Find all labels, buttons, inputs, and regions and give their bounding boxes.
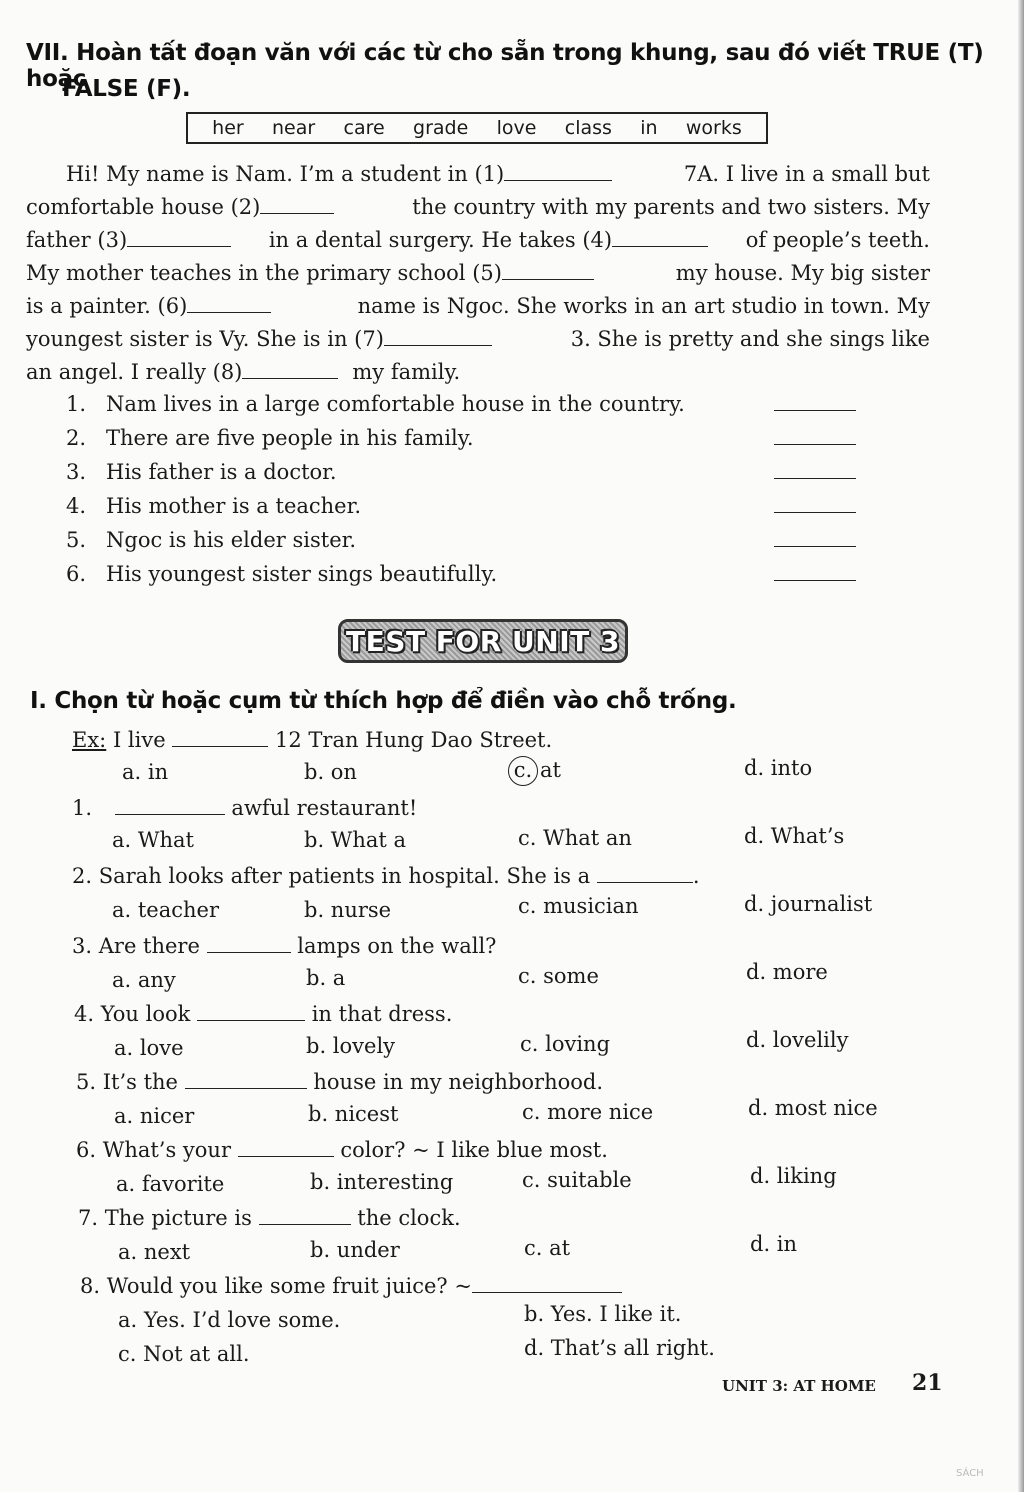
- question-6: 6. What’s your color? ~ I like blue most.: [76, 1138, 608, 1162]
- answer-blank[interactable]: [185, 1068, 307, 1089]
- option-d[interactable]: d. in: [750, 1232, 798, 1256]
- passage-line: an angel. I really (8) my family.: [26, 360, 461, 384]
- word-item: care: [343, 117, 385, 139]
- blank-6[interactable]: [187, 292, 271, 313]
- blank-7[interactable]: [384, 325, 492, 346]
- option-a[interactable]: a. any: [112, 968, 176, 992]
- passage-line: Hi! My name is Nam. I’m a student in (1) 7A. I live in a small but: [66, 162, 930, 186]
- footer-unit-title: UNIT 3: AT HOME: [722, 1377, 876, 1395]
- blank-8[interactable]: [242, 358, 338, 379]
- example-option-c: c. at: [508, 756, 561, 786]
- option-c[interactable]: c. musician: [518, 894, 639, 918]
- word-item: works: [685, 117, 742, 139]
- option-a[interactable]: a. What: [112, 828, 194, 852]
- example-option-a: a. in: [122, 760, 169, 784]
- test-unit-banner: TEST FOR UNIT 3: [338, 619, 628, 663]
- option-b[interactable]: b. interesting: [310, 1170, 454, 1194]
- question-3: 3. Are there lamps on the wall?: [72, 934, 497, 958]
- word-item: grade: [413, 117, 469, 139]
- question-1: 1. awful restaurant!: [72, 796, 418, 820]
- section-vii-heading-line1: VII. Hoàn tất đoạn văn với các từ cho sẵn trong khung, sau đó viết TRUE (T) hoặc: [26, 40, 984, 92]
- option-a[interactable]: a. Yes. I’d love some.: [118, 1308, 341, 1332]
- example-option-b: b. on: [304, 760, 357, 784]
- tf-answer-blank[interactable]: [774, 426, 856, 445]
- blank-2[interactable]: [260, 193, 334, 214]
- section-vii-heading-line2: FALSE (F).: [62, 76, 191, 102]
- option-c[interactable]: c. some: [518, 964, 599, 988]
- option-c[interactable]: c. loving: [520, 1032, 611, 1056]
- tf-statement: 2. There are five people in his family.: [66, 426, 856, 460]
- word-box: [186, 112, 768, 144]
- word-item: near: [272, 117, 316, 139]
- example-question: Ex: I live 12 Tran Hung Dao Street.: [72, 728, 553, 752]
- option-a[interactable]: a. love: [114, 1036, 184, 1060]
- tf-answer-blank[interactable]: [774, 460, 856, 479]
- answer-blank[interactable]: [238, 1136, 334, 1157]
- answer-blank[interactable]: [472, 1272, 622, 1293]
- option-b[interactable]: b. nurse: [304, 898, 392, 922]
- tf-answer-blank[interactable]: [774, 392, 856, 411]
- option-c[interactable]: c. Not at all.: [118, 1342, 250, 1366]
- answer-blank[interactable]: [115, 794, 225, 815]
- reading-passage: [26, 158, 930, 389]
- tf-statement: 3. His father is a doctor.: [66, 460, 856, 494]
- blank-1[interactable]: [504, 160, 612, 181]
- example-option-d: d. into: [744, 756, 813, 780]
- page-edge-shadow: [1018, 0, 1024, 1492]
- option-b[interactable]: b. nicest: [308, 1102, 399, 1126]
- option-c[interactable]: c. suitable: [522, 1168, 632, 1192]
- passage-line: youngest sister is Vy. She is in (7) 3. She is pretty and she sings like: [26, 327, 930, 351]
- option-d[interactable]: d. more: [746, 960, 828, 984]
- option-a[interactable]: a. teacher: [112, 898, 220, 922]
- option-b[interactable]: b. Yes. I like it.: [524, 1302, 682, 1326]
- watermark-logo: SÁCH: [956, 1468, 984, 1479]
- tf-statement: 6. His youngest sister sings beautifully.: [66, 562, 856, 596]
- option-d[interactable]: d. That’s all right.: [524, 1336, 715, 1360]
- option-b[interactable]: b. under: [310, 1238, 400, 1262]
- word-item: love: [496, 117, 537, 139]
- option-a[interactable]: a. next: [118, 1240, 191, 1264]
- tf-answer-blank[interactable]: [774, 562, 856, 581]
- option-c[interactable]: c. at: [524, 1236, 571, 1260]
- blank-3[interactable]: [127, 226, 231, 247]
- option-d[interactable]: d. most nice: [748, 1096, 878, 1120]
- answer-blank[interactable]: [597, 862, 693, 883]
- option-b[interactable]: b. lovely: [306, 1034, 396, 1058]
- section-i-heading: I. Chọn từ hoặc cụm từ thích hợp để điền vào chỗ trống.: [30, 688, 737, 714]
- option-d[interactable]: d. liking: [750, 1164, 837, 1188]
- tf-statement: 1. Nam lives in a large comfortable house in the country.: [66, 392, 856, 426]
- question-8: 8. Would you like some fruit juice? ~: [80, 1272, 622, 1298]
- question-7: 7. The picture is the clock.: [78, 1206, 461, 1230]
- option-a[interactable]: a. nicer: [114, 1104, 195, 1128]
- answer-blank[interactable]: [259, 1204, 351, 1225]
- tf-answer-blank[interactable]: [774, 494, 856, 513]
- answer-circle: c.: [508, 756, 538, 786]
- option-b[interactable]: b. a: [306, 966, 346, 990]
- answer-blank[interactable]: [207, 932, 291, 953]
- question-4: 4. You look in that dress.: [74, 1002, 453, 1026]
- option-b[interactable]: b. What a: [304, 828, 407, 852]
- question-5: 5. It’s the house in my neighborhood.: [76, 1070, 604, 1094]
- option-c[interactable]: c. more nice: [522, 1100, 654, 1124]
- word-item: her: [212, 117, 244, 139]
- passage-line: My mother teaches in the primary school (5) my house. My big sister: [26, 261, 930, 285]
- option-d[interactable]: d. What’s: [744, 824, 845, 848]
- tf-statement: 4. His mother is a teacher.: [66, 494, 856, 528]
- option-d[interactable]: d. lovelily: [746, 1028, 849, 1052]
- option-c[interactable]: c. What an: [518, 826, 632, 850]
- passage-line: father (3) in a dental surgery. He takes (4) of people’s teeth.: [26, 228, 930, 252]
- question-2: 2. Sarah looks after patients in hospital. She is a .: [72, 864, 700, 888]
- passage-line: is a painter. (6) name is Ngoc. She works in an art studio in town. My: [26, 294, 930, 318]
- tf-answer-blank[interactable]: [774, 528, 856, 547]
- option-a[interactable]: a. favorite: [116, 1172, 225, 1196]
- passage-line: comfortable house (2) the country with my parents and two sisters. My: [26, 195, 930, 219]
- option-d[interactable]: d. journalist: [744, 892, 873, 916]
- word-item: in: [640, 117, 658, 139]
- page-number: 21: [912, 1370, 943, 1396]
- blank-5[interactable]: [502, 259, 594, 280]
- answer-blank[interactable]: [197, 1000, 305, 1021]
- word-item: class: [564, 117, 612, 139]
- example-blank: [172, 726, 268, 747]
- tf-statement: 5. Ngoc is his elder sister.: [66, 528, 856, 562]
- blank-4[interactable]: [612, 226, 708, 247]
